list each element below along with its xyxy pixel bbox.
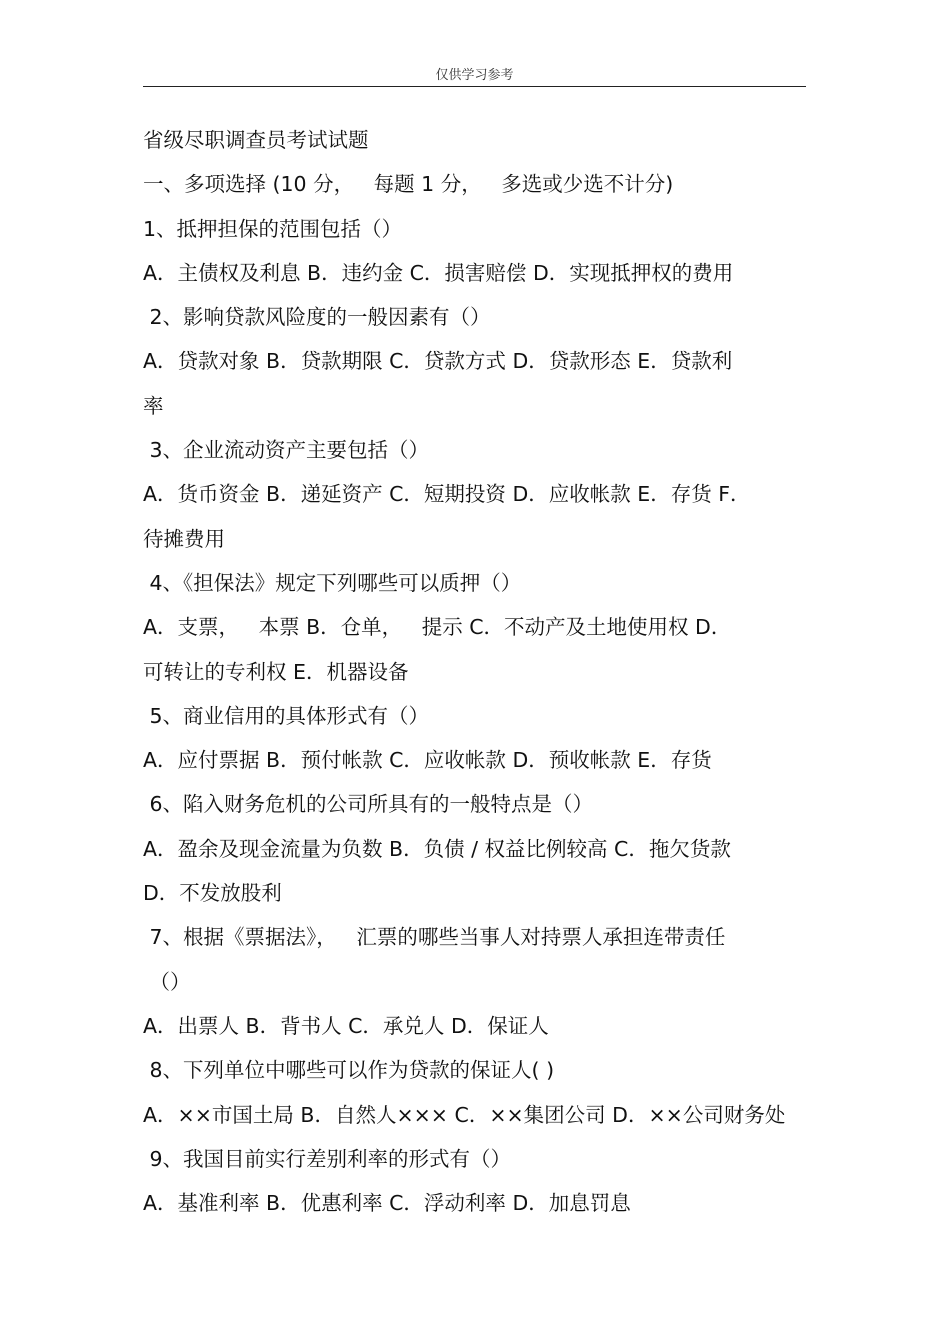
options-7: A．出票人 B．背书人 C．承兑人 D．保证人 xyxy=(143,1013,549,1038)
options-2-continued: 率 xyxy=(143,393,164,418)
options-1: A．主债权及利息 B．违约金 C．损害赔偿 D．实现抵押权的费用 xyxy=(143,260,734,285)
options-8: A．××市国土局 B．自然人××× C．××集团公司 D．××公司财务处 xyxy=(143,1102,786,1127)
options-2: A．贷款对象 B．贷款期限 C．贷款方式 D．贷款形态 E．贷款利 xyxy=(143,349,733,374)
question-9: 9、我国目前实行差别利率的形式有（） xyxy=(143,1146,512,1171)
options-3: A．货币资金 B．递延资产 C．短期投资 D．应收帐款 E．存货 F． xyxy=(143,482,751,507)
document-title: 省级尽职调查员考试试题 xyxy=(143,128,369,152)
question-7: 7、根据《票据法》， 汇票的哪些当事人对持票人承担连带责任 xyxy=(143,925,726,950)
options-6-continued: D．不发放股利 xyxy=(143,881,282,906)
question-4: 4、《担保法》规定下列哪些可以质押（） xyxy=(143,570,522,595)
options-3-continued: 待摊费用 xyxy=(143,526,225,551)
options-4-continued: 可转让的专利权 E．机器设备 xyxy=(143,659,409,684)
options-6: A．盈余及现金流量为负数 B．负债 / 权益比例较高 C．拖欠货款 xyxy=(143,836,731,861)
question-3: 3、企业流动资产主要包括（） xyxy=(143,438,430,463)
options-4: A．支票， 本票 B．仓单， 提示 C．不动产及土地使用权 D． xyxy=(143,615,732,640)
question-7-continued: （） xyxy=(143,969,191,994)
options-9: A．基准利率 B．优惠利率 C．浮动利率 D．加息罚息 xyxy=(143,1191,631,1216)
document-body xyxy=(143,118,811,1225)
options-5: A．应付票据 B．预付帐款 C．应收帐款 D．预收帐款 E．存货 xyxy=(143,748,712,773)
question-1: 1、抵押担保的范围包括（） xyxy=(143,216,403,241)
section-heading: 一、多项选择 (10 分， 每题 1 分， 多选或少选不计分) xyxy=(143,172,674,197)
question-5: 5、商业信用的具体形式有（） xyxy=(143,703,430,728)
question-8: 8、下列单位中哪些可以作为贷款的保证人( ) xyxy=(143,1058,555,1083)
header-text: 仅供学习参考 xyxy=(435,68,514,83)
page-header xyxy=(143,64,806,87)
question-6: 6、陷入财务危机的公司所具有的一般特点是（） xyxy=(143,792,594,817)
question-2: 2、影响贷款风险度的一般因素有（） xyxy=(143,305,491,330)
